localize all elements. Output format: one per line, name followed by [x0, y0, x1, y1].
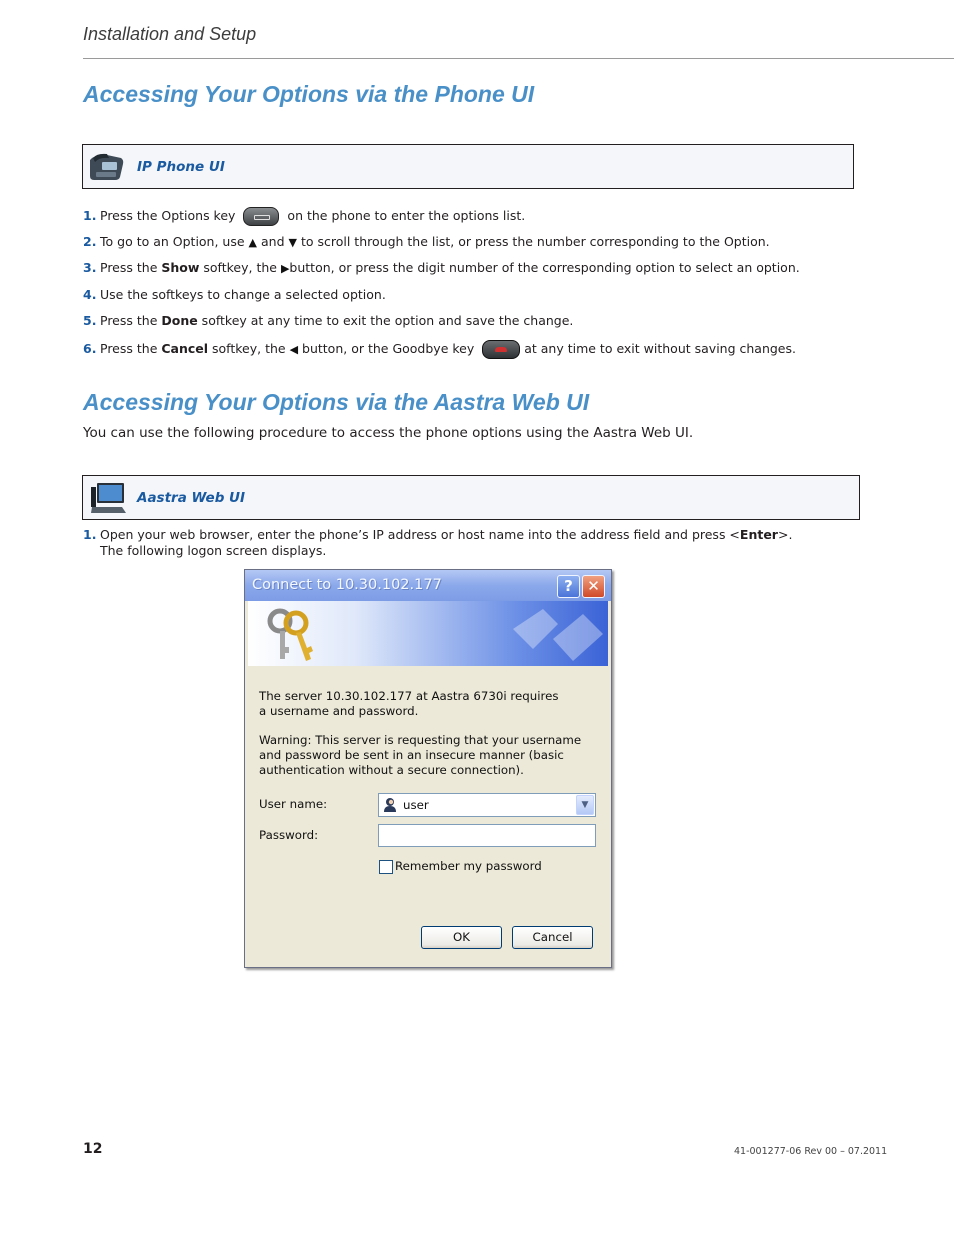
- step-text: Use the softkeys to change a selected option.: [100, 287, 386, 302]
- list-item: [83, 234, 770, 251]
- username-label: User name:: [259, 797, 328, 811]
- dialog-body: [248, 666, 608, 964]
- options-key-icon: [243, 207, 279, 226]
- remember-password-label: Remember my password: [395, 859, 542, 873]
- username-value: user: [403, 798, 429, 812]
- step-number: 4.: [83, 287, 97, 302]
- list-item: [83, 313, 573, 329]
- document-id: 41-001277-06 Rev 00 – 07.2011: [734, 1146, 888, 1157]
- step-number: 1.: [83, 208, 97, 223]
- ok-button[interactable]: OK: [421, 926, 502, 949]
- section-title-web-ui: Accessing Your Options via the Aastra Web UI: [83, 389, 590, 415]
- step-text: button, or press the digit number of the corresponding option to select an option.: [289, 260, 800, 275]
- step-number: 5.: [83, 313, 97, 328]
- list-item: [83, 207, 525, 226]
- step-text: Press the Options key: [100, 208, 236, 223]
- username-combobox[interactable]: [378, 793, 596, 817]
- intro-paragraph: You can use the following procedure to access the phone options using the Aastra Web UI.: [83, 425, 694, 441]
- step-text: Open your web browser, enter the phone’s IP address or host name into the address field and press <: [100, 527, 740, 542]
- step-text: To go to an Option, use: [100, 234, 245, 249]
- step-text: at any time to exit without saving changes.: [524, 341, 796, 356]
- step-continuation: The following logon screen displays.: [100, 543, 327, 558]
- dialog-title: Connect to 10.30.102.177: [252, 577, 442, 593]
- aastra-web-ui-box: [82, 475, 860, 520]
- step-text: Press the: [100, 313, 162, 328]
- step-text: softkey, the: [208, 341, 290, 356]
- list-item: [83, 260, 800, 277]
- step-number: 2.: [83, 234, 97, 249]
- list-item: [83, 340, 796, 359]
- header-rule: [83, 58, 954, 59]
- dialog-banner: [248, 601, 608, 666]
- step-number: 1.: [83, 527, 97, 542]
- step-text: Press the: [100, 260, 162, 275]
- login-dialog: [244, 569, 612, 968]
- cancel-button[interactable]: Cancel: [512, 926, 593, 949]
- left-arrow-icon: ◀: [289, 343, 299, 356]
- down-arrow-icon: ▼: [288, 236, 297, 249]
- step-bold: Done: [161, 313, 198, 328]
- step-text: button, or the Goodbye key: [298, 341, 479, 356]
- ip-phone-ui-label: IP Phone UI: [137, 158, 225, 175]
- step-number: 6.: [83, 341, 97, 356]
- computer-icon: [89, 481, 127, 515]
- password-label: Password:: [259, 828, 319, 842]
- step-text: on the phone to enter the options list.: [287, 208, 526, 223]
- section-title-phone-ui: Accessing Your Options via the Phone UI: [83, 81, 535, 107]
- step-bold: Cancel: [161, 341, 209, 356]
- ip-phone-ui-box: [82, 144, 854, 189]
- remember-password-checkbox[interactable]: [379, 860, 393, 874]
- list-item: [83, 527, 792, 543]
- page-number: 12: [83, 1141, 103, 1157]
- running-head: Installation and Setup: [83, 24, 257, 44]
- step-text: softkey at any time to exit the option and save the change.: [197, 313, 574, 328]
- step-number: 3.: [83, 260, 97, 275]
- security-warning: Warning: This server is requesting that your username and password be sent in an insecure manner (basic authentication without a secure connection).: [259, 733, 582, 777]
- step-text: >.: [777, 527, 793, 542]
- ip-phone-icon: [87, 152, 125, 182]
- list-item: [83, 287, 386, 303]
- step-bold: Show: [161, 260, 200, 275]
- password-input[interactable]: [378, 824, 596, 847]
- goodbye-key-icon: [482, 340, 520, 359]
- chevron-down-icon[interactable]: ▼: [576, 795, 594, 815]
- step-text: to scroll through the list, or press the number corresponding to the Option.: [300, 234, 770, 249]
- banner-keys-watermark-icon: [503, 601, 608, 666]
- step-text: Press the: [100, 341, 162, 356]
- server-message: The server 10.30.102.177 at Aastra 6730i requires a username and password.: [259, 689, 559, 718]
- user-icon: [383, 797, 397, 812]
- dialog-titlebar: [245, 570, 611, 601]
- up-arrow-icon: ▲: [248, 236, 258, 249]
- step-text: and: [261, 234, 285, 249]
- help-button[interactable]: ?: [557, 575, 580, 598]
- step-bold: Enter: [739, 527, 778, 542]
- right-arrow-icon: ▶: [280, 262, 290, 275]
- step-text: softkey, the: [199, 260, 281, 275]
- close-button[interactable]: ✕: [582, 575, 605, 598]
- keys-icon: [266, 607, 318, 665]
- aastra-web-ui-label: Aastra Web UI: [137, 489, 246, 506]
